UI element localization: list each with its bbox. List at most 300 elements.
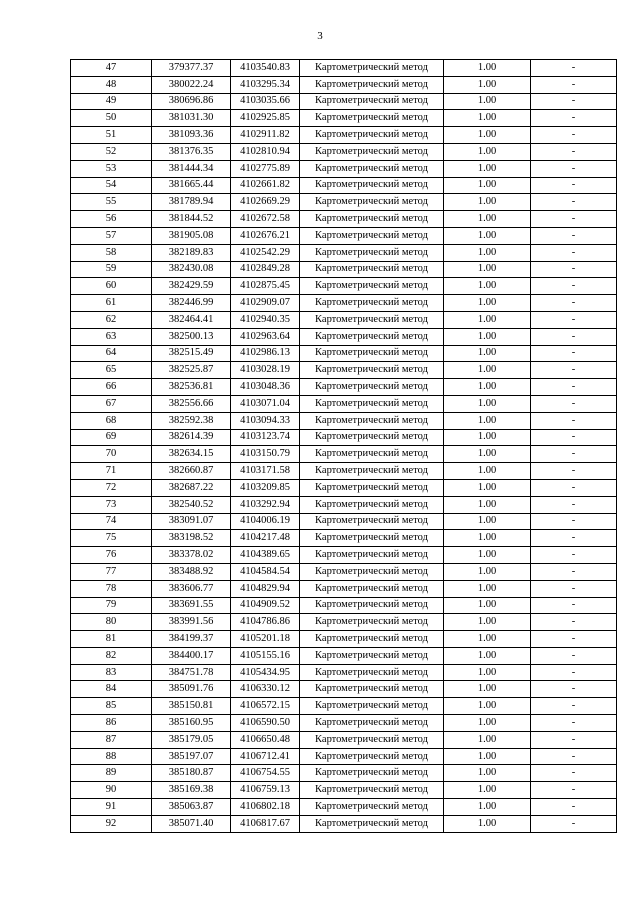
description-cell: - (531, 127, 617, 144)
y-coordinate-cell: 4103123.74 (231, 429, 300, 446)
method-cell: Картометрический метод (300, 631, 444, 648)
method-cell: Картометрический метод (300, 177, 444, 194)
y-coordinate-cell: 4103209.85 (231, 479, 300, 496)
table-row (71, 295, 617, 312)
accuracy-cell: 1.00 (444, 177, 531, 194)
method-cell: Картометрический метод (300, 110, 444, 127)
accuracy-cell: 1.00 (444, 110, 531, 127)
y-coordinate-cell: 4106572.15 (231, 698, 300, 715)
accuracy-cell: 1.00 (444, 563, 531, 580)
method-cell: Картометрический метод (300, 60, 444, 77)
method-cell: Картометрический метод (300, 76, 444, 93)
description-cell: - (531, 446, 617, 463)
y-coordinate-cell: 4102672.58 (231, 211, 300, 228)
accuracy-cell: 1.00 (444, 76, 531, 93)
method-cell: Картометрический метод (300, 295, 444, 312)
x-coordinate-cell: 381844.52 (152, 211, 231, 228)
y-coordinate-cell: 4103295.34 (231, 76, 300, 93)
x-coordinate-cell: 383691.55 (152, 597, 231, 614)
table-row (71, 597, 617, 614)
point-number-cell: 72 (71, 479, 152, 496)
x-coordinate-cell: 385169.38 (152, 782, 231, 799)
accuracy-cell: 1.00 (444, 311, 531, 328)
table-row (71, 580, 617, 597)
y-coordinate-cell: 4105434.95 (231, 664, 300, 681)
x-coordinate-cell: 380022.24 (152, 76, 231, 93)
method-cell: Картометрический метод (300, 395, 444, 412)
table-row (71, 530, 617, 547)
method-cell: Картометрический метод (300, 647, 444, 664)
description-cell: - (531, 563, 617, 580)
point-number-cell: 87 (71, 731, 152, 748)
y-coordinate-cell: 4102875.45 (231, 278, 300, 295)
y-coordinate-cell: 4104829.94 (231, 580, 300, 597)
method-cell: Картометрический метод (300, 446, 444, 463)
table-row (71, 479, 617, 496)
y-coordinate-cell: 4103035.66 (231, 93, 300, 110)
table-row (71, 815, 617, 832)
point-number-cell: 74 (71, 513, 152, 530)
point-number-cell: 77 (71, 563, 152, 580)
x-coordinate-cell: 382540.52 (152, 496, 231, 513)
coordinates-table-body (71, 60, 617, 833)
accuracy-cell: 1.00 (444, 799, 531, 816)
page-number: 3 (317, 30, 323, 42)
point-number-cell: 56 (71, 211, 152, 228)
method-cell: Картометрический метод (300, 799, 444, 816)
point-number-cell: 59 (71, 261, 152, 278)
y-coordinate-cell: 4102661.82 (231, 177, 300, 194)
table-row (71, 513, 617, 530)
x-coordinate-cell: 381665.44 (152, 177, 231, 194)
x-coordinate-cell: 383991.56 (152, 614, 231, 631)
description-cell: - (531, 530, 617, 547)
y-coordinate-cell: 4102911.82 (231, 127, 300, 144)
accuracy-cell: 1.00 (444, 379, 531, 396)
accuracy-cell: 1.00 (444, 429, 531, 446)
table-row (71, 211, 617, 228)
description-cell: - (531, 463, 617, 480)
point-number-cell: 80 (71, 614, 152, 631)
accuracy-cell: 1.00 (444, 815, 531, 832)
method-cell: Картометрический метод (300, 580, 444, 597)
y-coordinate-cell: 4106590.50 (231, 715, 300, 732)
x-coordinate-cell: 382614.39 (152, 429, 231, 446)
table-row (71, 395, 617, 412)
method-cell: Картометрический метод (300, 815, 444, 832)
point-number-cell: 84 (71, 681, 152, 698)
x-coordinate-cell: 385179.05 (152, 731, 231, 748)
method-cell: Картометрический метод (300, 614, 444, 631)
description-cell: - (531, 278, 617, 295)
accuracy-cell: 1.00 (444, 748, 531, 765)
x-coordinate-cell: 382189.83 (152, 244, 231, 261)
description-cell: - (531, 614, 617, 631)
method-cell: Картометрический метод (300, 765, 444, 782)
accuracy-cell: 1.00 (444, 412, 531, 429)
x-coordinate-cell: 379377.37 (152, 60, 231, 77)
method-cell: Картометрический метод (300, 328, 444, 345)
method-cell: Картометрический метод (300, 681, 444, 698)
description-cell: - (531, 395, 617, 412)
y-coordinate-cell: 4105201.18 (231, 631, 300, 648)
table-row (71, 647, 617, 664)
point-number-cell: 58 (71, 244, 152, 261)
x-coordinate-cell: 381093.36 (152, 127, 231, 144)
table-row (71, 681, 617, 698)
description-cell: - (531, 160, 617, 177)
y-coordinate-cell: 4102775.89 (231, 160, 300, 177)
accuracy-cell: 1.00 (444, 362, 531, 379)
point-number-cell: 65 (71, 362, 152, 379)
point-number-cell: 63 (71, 328, 152, 345)
y-coordinate-cell: 4104006.19 (231, 513, 300, 530)
description-cell: - (531, 799, 617, 816)
table-row (71, 782, 617, 799)
y-coordinate-cell: 4102909.07 (231, 295, 300, 312)
point-number-cell: 69 (71, 429, 152, 446)
point-number-cell: 85 (71, 698, 152, 715)
accuracy-cell: 1.00 (444, 580, 531, 597)
table-row (71, 765, 617, 782)
method-cell: Картометрический метод (300, 731, 444, 748)
description-cell: - (531, 815, 617, 832)
method-cell: Картометрический метод (300, 311, 444, 328)
table-row (71, 311, 617, 328)
point-number-cell: 67 (71, 395, 152, 412)
method-cell: Картометрический метод (300, 429, 444, 446)
method-cell: Картометрический метод (300, 379, 444, 396)
accuracy-cell: 1.00 (444, 127, 531, 144)
accuracy-cell: 1.00 (444, 782, 531, 799)
x-coordinate-cell: 382429.59 (152, 278, 231, 295)
method-cell: Картометрический метод (300, 496, 444, 513)
table-row (71, 614, 617, 631)
method-cell: Картометрический метод (300, 782, 444, 799)
x-coordinate-cell: 384199.37 (152, 631, 231, 648)
y-coordinate-cell: 4104217.48 (231, 530, 300, 547)
point-number-cell: 50 (71, 110, 152, 127)
table-row (71, 463, 617, 480)
x-coordinate-cell: 384400.17 (152, 647, 231, 664)
table-row (71, 446, 617, 463)
table-row (71, 227, 617, 244)
accuracy-cell: 1.00 (444, 614, 531, 631)
table-row (71, 412, 617, 429)
x-coordinate-cell: 382430.08 (152, 261, 231, 278)
point-number-cell: 60 (71, 278, 152, 295)
method-cell: Картометрический метод (300, 345, 444, 362)
x-coordinate-cell: 385063.87 (152, 799, 231, 816)
description-cell: - (531, 782, 617, 799)
accuracy-cell: 1.00 (444, 278, 531, 295)
description-cell: - (531, 227, 617, 244)
accuracy-cell: 1.00 (444, 463, 531, 480)
description-cell: - (531, 211, 617, 228)
y-coordinate-cell: 4103292.94 (231, 496, 300, 513)
x-coordinate-cell: 385091.76 (152, 681, 231, 698)
y-coordinate-cell: 4102963.64 (231, 328, 300, 345)
point-number-cell: 92 (71, 815, 152, 832)
point-number-cell: 57 (71, 227, 152, 244)
description-cell: - (531, 143, 617, 160)
x-coordinate-cell: 382536.81 (152, 379, 231, 396)
x-coordinate-cell: 385160.95 (152, 715, 231, 732)
point-number-cell: 90 (71, 782, 152, 799)
description-cell: - (531, 479, 617, 496)
method-cell: Картометрический метод (300, 547, 444, 564)
x-coordinate-cell: 382446.99 (152, 295, 231, 312)
y-coordinate-cell: 4106712.41 (231, 748, 300, 765)
accuracy-cell: 1.00 (444, 513, 531, 530)
method-cell: Картометрический метод (300, 597, 444, 614)
description-cell: - (531, 748, 617, 765)
point-number-cell: 71 (71, 463, 152, 480)
x-coordinate-cell: 382500.13 (152, 328, 231, 345)
point-number-cell: 61 (71, 295, 152, 312)
description-cell: - (531, 244, 617, 261)
table-row (71, 194, 617, 211)
y-coordinate-cell: 4106650.48 (231, 731, 300, 748)
table-row (71, 698, 617, 715)
point-number-cell: 52 (71, 143, 152, 160)
accuracy-cell: 1.00 (444, 227, 531, 244)
y-coordinate-cell: 4103094.33 (231, 412, 300, 429)
description-cell: - (531, 580, 617, 597)
description-cell: - (531, 194, 617, 211)
description-cell: - (531, 664, 617, 681)
y-coordinate-cell: 4102542.29 (231, 244, 300, 261)
accuracy-cell: 1.00 (444, 597, 531, 614)
x-coordinate-cell: 381444.34 (152, 160, 231, 177)
table-row (71, 110, 617, 127)
method-cell: Картометрический метод (300, 563, 444, 580)
table-row (71, 799, 617, 816)
method-cell: Картометрический метод (300, 412, 444, 429)
method-cell: Картометрический метод (300, 160, 444, 177)
point-number-cell: 48 (71, 76, 152, 93)
x-coordinate-cell: 381031.30 (152, 110, 231, 127)
point-number-cell: 55 (71, 194, 152, 211)
point-number-cell: 47 (71, 60, 152, 77)
table-row (71, 631, 617, 648)
method-cell: Картометрический метод (300, 479, 444, 496)
y-coordinate-cell: 4104584.54 (231, 563, 300, 580)
x-coordinate-cell: 385180.87 (152, 765, 231, 782)
y-coordinate-cell: 4103071.04 (231, 395, 300, 412)
description-cell: - (531, 295, 617, 312)
x-coordinate-cell: 382660.87 (152, 463, 231, 480)
point-number-cell: 75 (71, 530, 152, 547)
point-number-cell: 53 (71, 160, 152, 177)
method-cell: Картометрический метод (300, 715, 444, 732)
y-coordinate-cell: 4103171.58 (231, 463, 300, 480)
x-coordinate-cell: 384751.78 (152, 664, 231, 681)
point-number-cell: 81 (71, 631, 152, 648)
accuracy-cell: 1.00 (444, 631, 531, 648)
point-number-cell: 64 (71, 345, 152, 362)
point-number-cell: 78 (71, 580, 152, 597)
table-row (71, 715, 617, 732)
accuracy-cell: 1.00 (444, 143, 531, 160)
accuracy-cell: 1.00 (444, 446, 531, 463)
y-coordinate-cell: 4106754.55 (231, 765, 300, 782)
method-cell: Картометрический метод (300, 748, 444, 765)
description-cell: - (531, 547, 617, 564)
x-coordinate-cell: 385071.40 (152, 815, 231, 832)
method-cell: Картометрический метод (300, 244, 444, 261)
accuracy-cell: 1.00 (444, 160, 531, 177)
y-coordinate-cell: 4102986.13 (231, 345, 300, 362)
x-coordinate-cell: 382634.15 (152, 446, 231, 463)
accuracy-cell: 1.00 (444, 345, 531, 362)
accuracy-cell: 1.00 (444, 244, 531, 261)
description-cell: - (531, 345, 617, 362)
accuracy-cell: 1.00 (444, 547, 531, 564)
description-cell: - (531, 681, 617, 698)
table-row (71, 261, 617, 278)
x-coordinate-cell: 385197.07 (152, 748, 231, 765)
description-cell: - (531, 328, 617, 345)
method-cell: Картометрический метод (300, 362, 444, 379)
description-cell: - (531, 496, 617, 513)
y-coordinate-cell: 4103150.79 (231, 446, 300, 463)
accuracy-cell: 1.00 (444, 479, 531, 496)
table-row (71, 379, 617, 396)
y-coordinate-cell: 4104389.65 (231, 547, 300, 564)
table-row (71, 278, 617, 295)
description-cell: - (531, 60, 617, 77)
accuracy-cell: 1.00 (444, 496, 531, 513)
description-cell: - (531, 311, 617, 328)
description-cell: - (531, 379, 617, 396)
description-cell: - (531, 412, 617, 429)
table-row (71, 664, 617, 681)
y-coordinate-cell: 4103540.83 (231, 60, 300, 77)
description-cell: - (531, 597, 617, 614)
table-row (71, 93, 617, 110)
y-coordinate-cell: 4105155.16 (231, 647, 300, 664)
table-row (71, 177, 617, 194)
accuracy-cell: 1.00 (444, 295, 531, 312)
x-coordinate-cell: 381376.35 (152, 143, 231, 160)
y-coordinate-cell: 4102925.85 (231, 110, 300, 127)
point-number-cell: 62 (71, 311, 152, 328)
y-coordinate-cell: 4106817.67 (231, 815, 300, 832)
method-cell: Картометрический метод (300, 261, 444, 278)
description-cell: - (531, 698, 617, 715)
accuracy-cell: 1.00 (444, 194, 531, 211)
table-row (71, 731, 617, 748)
method-cell: Картометрический метод (300, 227, 444, 244)
method-cell: Картометрический метод (300, 463, 444, 480)
method-cell: Картометрический метод (300, 278, 444, 295)
method-cell: Картометрический метод (300, 513, 444, 530)
accuracy-cell: 1.00 (444, 328, 531, 345)
point-number-cell: 51 (71, 127, 152, 144)
point-number-cell: 66 (71, 379, 152, 396)
accuracy-cell: 1.00 (444, 664, 531, 681)
x-coordinate-cell: 382687.22 (152, 479, 231, 496)
accuracy-cell: 1.00 (444, 647, 531, 664)
table-row (71, 345, 617, 362)
x-coordinate-cell: 382556.66 (152, 395, 231, 412)
x-coordinate-cell: 381789.94 (152, 194, 231, 211)
table-row (71, 76, 617, 93)
description-cell: - (531, 93, 617, 110)
x-coordinate-cell: 383606.77 (152, 580, 231, 597)
point-number-cell: 79 (71, 597, 152, 614)
x-coordinate-cell: 383198.52 (152, 530, 231, 547)
accuracy-cell: 1.00 (444, 698, 531, 715)
y-coordinate-cell: 4103048.36 (231, 379, 300, 396)
description-cell: - (531, 362, 617, 379)
x-coordinate-cell: 383378.02 (152, 547, 231, 564)
y-coordinate-cell: 4102940.35 (231, 311, 300, 328)
x-coordinate-cell: 380696.86 (152, 93, 231, 110)
x-coordinate-cell: 385150.81 (152, 698, 231, 715)
point-number-cell: 91 (71, 799, 152, 816)
point-number-cell: 89 (71, 765, 152, 782)
method-cell: Картометрический метод (300, 93, 444, 110)
point-number-cell: 82 (71, 647, 152, 664)
accuracy-cell: 1.00 (444, 765, 531, 782)
method-cell: Картометрический метод (300, 127, 444, 144)
method-cell: Картометрический метод (300, 664, 444, 681)
description-cell: - (531, 765, 617, 782)
x-coordinate-cell: 383091.07 (152, 513, 231, 530)
accuracy-cell: 1.00 (444, 731, 531, 748)
y-coordinate-cell: 4102676.21 (231, 227, 300, 244)
description-cell: - (531, 110, 617, 127)
accuracy-cell: 1.00 (444, 395, 531, 412)
y-coordinate-cell: 4106802.18 (231, 799, 300, 816)
x-coordinate-cell: 382515.49 (152, 345, 231, 362)
table-row (71, 328, 617, 345)
y-coordinate-cell: 4104786.86 (231, 614, 300, 631)
x-coordinate-cell: 383488.92 (152, 563, 231, 580)
y-coordinate-cell: 4102849.28 (231, 261, 300, 278)
table-row (71, 160, 617, 177)
description-cell: - (531, 261, 617, 278)
y-coordinate-cell: 4104909.52 (231, 597, 300, 614)
table-row (71, 60, 617, 77)
accuracy-cell: 1.00 (444, 681, 531, 698)
x-coordinate-cell: 382525.87 (152, 362, 231, 379)
x-coordinate-cell: 382592.38 (152, 412, 231, 429)
description-cell: - (531, 76, 617, 93)
description-cell: - (531, 731, 617, 748)
description-cell: - (531, 631, 617, 648)
point-number-cell: 70 (71, 446, 152, 463)
y-coordinate-cell: 4103028.19 (231, 362, 300, 379)
table-row (71, 547, 617, 564)
table-row (71, 563, 617, 580)
method-cell: Картометрический метод (300, 530, 444, 547)
table-row (71, 244, 617, 261)
point-number-cell: 76 (71, 547, 152, 564)
accuracy-cell: 1.00 (444, 211, 531, 228)
accuracy-cell: 1.00 (444, 93, 531, 110)
accuracy-cell: 1.00 (444, 60, 531, 77)
method-cell: Картометрический метод (300, 698, 444, 715)
x-coordinate-cell: 382464.41 (152, 311, 231, 328)
description-cell: - (531, 429, 617, 446)
y-coordinate-cell: 4102669.29 (231, 194, 300, 211)
table-row (71, 143, 617, 160)
method-cell: Картометрический метод (300, 211, 444, 228)
y-coordinate-cell: 4106330.12 (231, 681, 300, 698)
